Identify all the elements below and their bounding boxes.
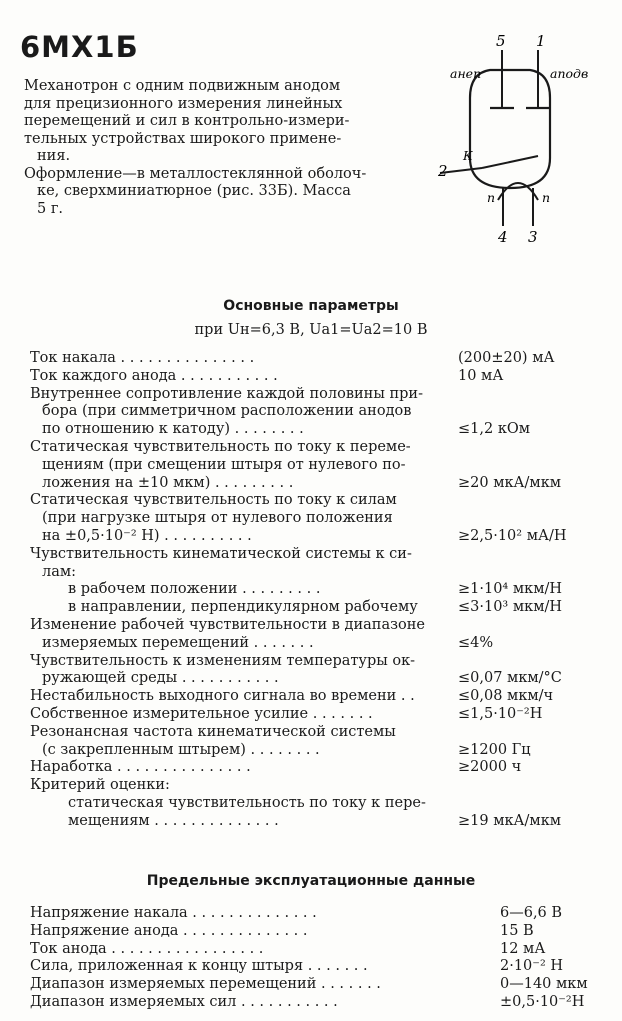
param-label: Статическая чувствительность по току к силам	[30, 492, 397, 509]
anode-moving-label: aподв	[550, 66, 589, 81]
limit-label: Напряжение анода . . . . . . . . . . . . . .	[30, 922, 308, 939]
param-row-line	[30, 457, 615, 475]
pin-3-label: 3	[528, 228, 538, 246]
param-label: бора (при симметричном расположении анодов	[42, 403, 412, 420]
param-label: лам:	[42, 563, 77, 580]
param-row-line	[30, 795, 615, 813]
param-row-line	[30, 581, 615, 599]
intro-text	[24, 78, 394, 218]
limit-label: Диапазон измеряемых сил . . . . . . . . . . .	[30, 993, 338, 1010]
limit-value: ±0,5·10⁻²Н	[500, 993, 585, 1010]
param-row-line	[30, 759, 615, 777]
param-label: Внутреннее сопротивление каждой половины при-	[30, 385, 423, 402]
intro-paragraph-2	[24, 166, 394, 219]
pin-4-label: 4	[498, 228, 508, 246]
param-value: ≥19 мкА/мкм	[458, 812, 562, 829]
param-row-line	[30, 510, 615, 528]
param-row-line	[30, 777, 615, 795]
param-label: (с закрепленным штырем) . . . . . . . .	[42, 741, 320, 758]
intro-line: Оформление—в металлостеклянной оболоч-	[24, 165, 367, 182]
param-row-line	[30, 368, 615, 386]
limit-value: 12 мА	[500, 940, 546, 957]
limit-row	[30, 994, 615, 1012]
param-value: ≥2,5·10² мА/Н	[458, 527, 567, 544]
cathode-label: К	[463, 148, 473, 163]
param-row-line	[30, 564, 615, 582]
param-row-line	[30, 653, 615, 671]
param-label: ружающей среды . . . . . . . . . . .	[42, 670, 279, 687]
param-row-line	[30, 528, 615, 546]
param-row-line	[30, 742, 615, 760]
limit-value: 0—140 мкм	[500, 976, 588, 993]
param-row-line	[30, 635, 615, 653]
param-label: ложения на ±10 мкм) . . . . . . . . .	[42, 474, 294, 491]
param-label: Чувствительность к изменениям температуры ок-	[30, 652, 416, 669]
param-row-line	[30, 439, 615, 457]
intro-line: Механотрон с одним подвижным анодом	[24, 78, 341, 94]
limit-row	[30, 941, 615, 959]
param-row-line	[30, 492, 615, 510]
limit-row	[30, 923, 615, 941]
param-value: 10 мА	[458, 367, 504, 384]
param-label: Чувствительность кинематической системы к си-	[30, 545, 412, 562]
limit-value: 15 В	[500, 922, 534, 939]
param-label: по отношению к катоду) . . . . . . . .	[42, 421, 304, 438]
anode-fixed-label: aнеп	[450, 66, 482, 81]
intro-line: ния.	[37, 148, 71, 164]
param-value: ≤0,07 мкм/°С	[458, 670, 562, 687]
param-value: ≥20 мкА/мкм	[458, 474, 562, 491]
intro-line: ке, сверхминиатюрное (рис. 33Б). Масса	[37, 183, 351, 199]
param-label: Наработка . . . . . . . . . . . . . . .	[30, 759, 251, 776]
param-label: мещениям . . . . . . . . . . . . . .	[68, 812, 279, 829]
param-label: Изменение рабочей чувствительности в диапазоне	[30, 616, 425, 633]
intro-paragraph-1	[24, 78, 394, 166]
param-value: ≤1,5·10⁻²Н	[458, 705, 543, 722]
param-label: Резонансная частота кинематической системы	[30, 723, 396, 740]
cathode-line	[482, 156, 538, 168]
limit-value: 6—6,6 В	[500, 905, 563, 921]
limit-label: Диапазон измеряемых перемещений . . . . . . .	[30, 976, 381, 993]
tube-title: 6МХ1Б	[20, 30, 139, 64]
main-params-condition: при Uн=6,3 В, Ua1=Ua2=10 В	[194, 322, 428, 338]
param-label: в направлении, перпендикулярном рабочему	[68, 599, 418, 616]
intro-line: 5 г.	[37, 200, 64, 217]
param-label: (при нагрузке штыря от нулевого положения	[42, 510, 393, 527]
limit-label: Сила, приложенная к концу штыря . . . . . . .	[30, 958, 368, 975]
limit-row	[30, 958, 615, 976]
param-label: Нестабильность выходного сигнала во времени . .	[30, 688, 415, 705]
param-label: измеряемых перемещений . . . . . . .	[42, 634, 314, 651]
intro-line: перемещений и сил в контрольно-измери-	[24, 113, 350, 129]
param-label: Собственное измерительное усилие . . . . . . .	[30, 705, 373, 722]
param-row-line	[30, 688, 615, 706]
param-label: Статическая чувствительность по току к переме-	[30, 438, 411, 455]
param-value: ≥1·10⁴ мкм/Н	[458, 581, 563, 598]
limit-params-table	[30, 905, 615, 1012]
main-params-title: Основные параметры	[223, 298, 399, 314]
param-label: в рабочем положении . . . . . . . . .	[68, 581, 321, 598]
param-row-line	[30, 421, 615, 439]
limit-row	[30, 976, 615, 994]
param-row-line	[30, 670, 615, 688]
param-value: ≤1,2 кОм	[458, 421, 531, 438]
param-row-line	[30, 386, 615, 404]
main-params-table	[30, 350, 615, 831]
param-row-line	[30, 350, 615, 368]
param-value: ≥2000 ч	[458, 759, 522, 776]
param-label: Критерий оценки:	[30, 777, 170, 794]
param-value: ≤3·10³ мкм/Н	[458, 599, 563, 616]
param-value: ≥1200 Гц	[458, 741, 531, 758]
intro-line: тельных устройствах широкого примене-	[24, 130, 342, 147]
limit-value: 2·10⁻² Н	[500, 958, 564, 975]
param-row-line	[30, 546, 615, 564]
param-label: статическая чувствительность по току к пере-	[68, 794, 426, 811]
limit-params-title: Предельные эксплуатационные данные	[146, 873, 476, 889]
pin-1-label: 1	[536, 32, 546, 50]
heater-left-label: п	[487, 190, 496, 205]
param-value: (200±20) мА	[458, 350, 555, 366]
param-label: Ток каждого анода . . . . . . . . . . .	[30, 367, 278, 384]
heater-right-label: п	[542, 190, 551, 205]
param-row-line	[30, 599, 615, 617]
param-label: щениям (при смещении штыря от нулевого по-	[42, 456, 406, 473]
pin-2-label: 2	[438, 162, 448, 180]
param-row-line	[30, 617, 615, 635]
tube-schematic-diagram	[430, 28, 610, 248]
pin-5-label: 5	[496, 32, 506, 50]
param-label: на ±0,5·10⁻² Н) . . . . . . . . . .	[42, 527, 252, 544]
param-value: ≤4%	[458, 634, 494, 651]
intro-line: для прецизионного измерения линейных	[24, 95, 343, 112]
param-row-line	[30, 403, 615, 421]
param-row-line	[30, 706, 615, 724]
limit-label: Напряжение накала . . . . . . . . . . . . . .	[30, 905, 317, 921]
param-label: Ток накала . . . . . . . . . . . . . . .	[30, 350, 255, 366]
limit-row	[30, 905, 615, 923]
param-row-line	[30, 724, 615, 742]
param-row-line	[30, 475, 615, 493]
param-value: ≤0,08 мкм/ч	[458, 688, 554, 705]
param-row-line	[30, 813, 615, 831]
limit-label: Ток анода . . . . . . . . . . . . . . . . .	[30, 940, 264, 957]
